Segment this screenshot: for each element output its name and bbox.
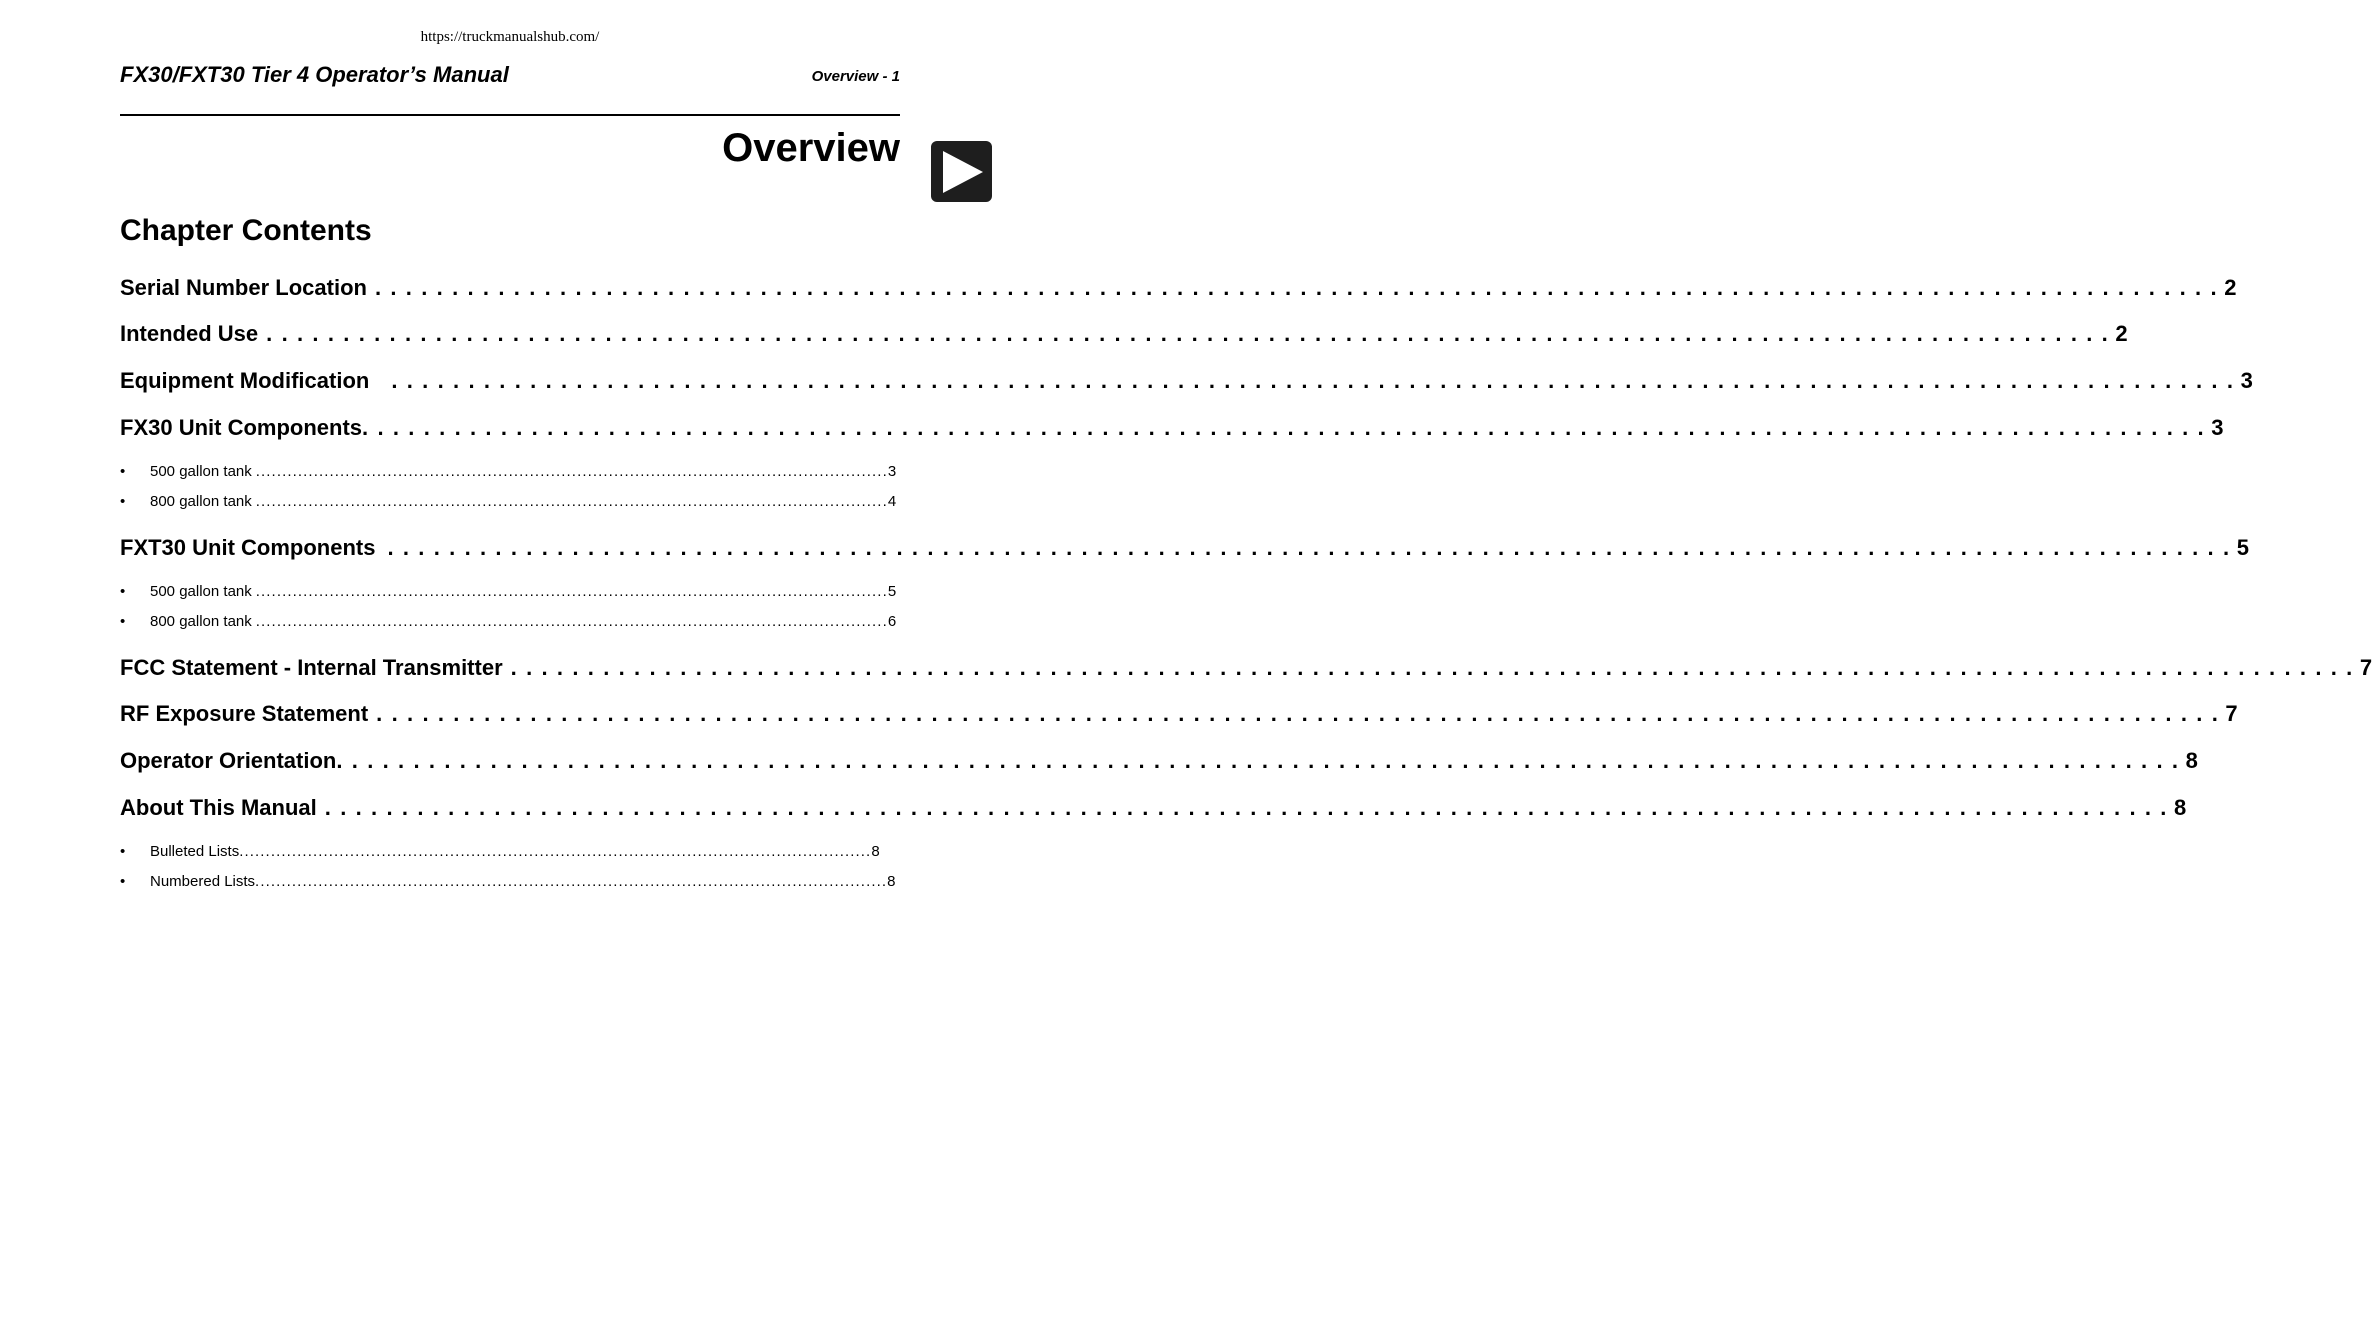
toc-entry-label: FCC Statement - Internal Transmitter [120,655,503,680]
toc-subentry[interactable] [120,582,897,602]
dot-leader: . . . . . . . . . . . . . . . . . . . . . . . . . . . . . . . . . . . . . . . . . . . . . . . . . . . . . . . . . . . . . . . . . . . . . . . . . . . . . . . . . . . . . . . . . . . . . . . . . . . . . . . . . . . . . . . . . . . . . . . . [324,795,2169,820]
dot-leader: ........................................................................................................................ [239,843,872,860]
toc-entry-page: 3 [2211,415,2224,440]
dot-leader: . . . . . . . . . . . . . . . . . . . . . . . . . . . . . . . . . . . . . . . . . . . . . . . . . . . . . . . . . . . . . . . . . . . . . . . . . . . . . . . . . . . . . . . . . . . . . . . . . . . . . . . . . . . . . . . . . . . . . . . . [510,655,2354,680]
toc-subentry[interactable] [120,612,897,632]
toc-subentry-page: 8 [887,873,896,890]
source-url[interactable]: https://truckmanualshub.com/ [420,29,600,45]
toc-subentry-label: Numbered Lists [150,873,256,890]
toc-entry-page: 3 [2240,368,2253,393]
toc-entry[interactable] [120,414,2224,442]
bullet: • [120,613,126,630]
toc-entry-label: RF Exposure Statement [120,701,369,726]
dot-leader: . . . . . . . . . . . . . . . . . . . . . . . . . . . . . . . . . . . . . . . . . . . . . . . . . . . . . . . . . . . . . . . . . . . . . . . . . . . . . . . . . . . . . . . . . . . . . . . . . . . . . . . . . . . . . . . . . . . . . . . . [374,275,2219,300]
toc-entry-label: Serial Number Location [120,275,367,300]
dot-leader: ........................................................................................................................ [255,613,888,630]
dot-leader: . . . . . . . . . . . . . . . . . . . . . . . . . . . . . . . . . . . . . . . . . . . . . . . . . . . . . . . . . . . . . . . . . . . . . . . . . . . . . . . . . . . . . . . . . . . . . . . . . . . . . . . . . . . . . . . . . . . . . . . . [336,748,2180,773]
toc-subentry-page: 4 [887,493,897,510]
toc-entry[interactable] [120,654,2372,682]
toc-subentry-label: Bulleted Lists [150,843,240,860]
toc-subentry-page: 6 [887,613,897,630]
toc-subentry-label: 800 gallon tank [150,613,252,630]
toc-entry-label: Intended Use [120,321,259,346]
chapter-title: Overview [722,126,900,170]
dot-leader: . . . . . . . . . . . . . . . . . . . . . . . . . . . . . . . . . . . . . . . . . . . . . . . . . . . . . . . . . . . . . . . . . . . . . . . . . . . . . . . . . . . . . . . . . . . . . . . . . . . . . . . . . . . . . . . . . . . . . . . . [362,415,2206,440]
dot-leader: ........................................................................................................................ [255,463,888,480]
toc-subentry-page: 3 [887,463,897,480]
dot-leader: ........................................................................................................................ [255,583,888,600]
bullet: • [120,493,126,510]
toc-subentry[interactable] [120,492,897,512]
toc-entry-page: 7 [2225,701,2238,726]
header-divider [120,114,900,116]
toc-subentry[interactable] [120,842,880,862]
toc-subentry-page: 8 [871,843,880,860]
toc-entry[interactable] [120,367,2253,395]
toc-entry-label: FXT30 Unit Components [120,535,376,560]
bullet: • [120,583,126,600]
toc-entry-page: 8 [2185,748,2198,773]
toc-entry-page: 2 [2115,321,2128,346]
toc-subentry[interactable] [120,872,896,892]
play-arrow-icon [931,141,992,202]
toc-entry-page: 8 [2174,795,2187,820]
toc-subentry-label: 500 gallon tank [150,463,252,480]
toc-entry[interactable] [120,320,2128,348]
toc-subentry-page: 5 [887,583,897,600]
toc-entry[interactable] [120,794,2187,822]
dot-leader: ........................................................................................................................ [255,873,888,890]
page-label: Overview - 1 [811,68,900,85]
toc-entry[interactable] [120,747,2198,775]
toc-entry-page: 7 [2359,655,2372,680]
toc-subentry[interactable] [120,462,897,482]
toc-entry-label: About This Manual [120,795,317,820]
toc-subentry-label: 500 gallon tank [150,583,252,600]
toc-entry-label: FX30 Unit Components [120,415,363,440]
bullet: • [120,463,126,480]
dot-leader: . . . . . . . . . . . . . . . . . . . . . . . . . . . . . . . . . . . . . . . . . . . . . . . . . . . . . . . . . . . . . . . . . . . . . . . . . . . . . . . . . . . . . . . . . . . . . . . . . . . . . . . . . . . . . . . . . . . . . . . . [387,535,2231,560]
dot-leader: . . . . . . . . . . . . . . . . . . . . . . . . . . . . . . . . . . . . . . . . . . . . . . . . . . . . . . . . . . . . . . . . . . . . . . . . . . . . . . . . . . . . . . . . . . . . . . . . . . . . . . . . . . . . . . . . . . . . . . . . [376,701,2220,726]
toc-entry-label: Equipment Modification [120,368,370,393]
manual-title: FX30/FXT30 Tier 4 Operator’s Manual [120,62,509,87]
dot-leader: . . . . . . . . . . . . . . . . . . . . . . . . . . . . . . . . . . . . . . . . . . . . . . . . . . . . . . . . . . . . . . . . . . . . . . . . . . . . . . . . . . . . . . . . . . . . . . . . . . . . . . . . . . . . . . . . . . . . . . . . [391,368,2235,393]
toc-subentry-label: 800 gallon tank [150,493,252,510]
toc-entry[interactable] [120,700,2238,728]
toc-entry-label: Operator Orientation [120,748,337,773]
bullet: • [120,873,126,890]
contents-heading: Chapter Contents [120,214,372,247]
bullet: • [120,843,126,860]
toc-entry-page: 5 [2236,535,2249,560]
toc-entry[interactable] [120,274,2237,302]
dot-leader: . . . . . . . . . . . . . . . . . . . . . . . . . . . . . . . . . . . . . . . . . . . . . . . . . . . . . . . . . . . . . . . . . . . . . . . . . . . . . . . . . . . . . . . . . . . . . . . . . . . . . . . . . . . . . . . . . . . . . . . . [266,321,2110,346]
toc-entry-page: 2 [2224,275,2237,300]
toc-entry[interactable] [120,534,2249,562]
dot-leader: ........................................................................................................................ [255,493,888,510]
